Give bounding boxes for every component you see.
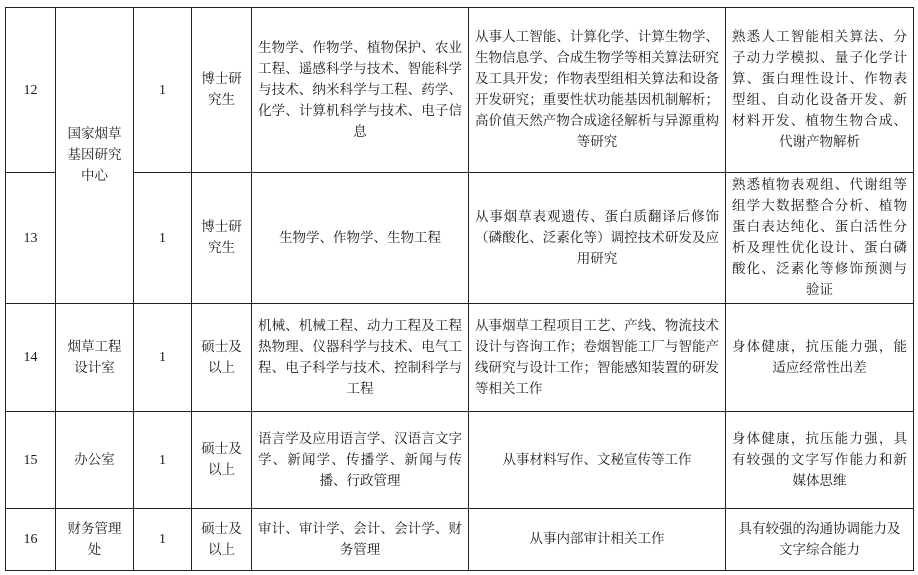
requirements-cell: 身体健康，抗压能力强，能适应经常性出差 [726,304,914,412]
requirements-cell: 身体健康，抗压能力强，具有较强的文字写作能力和新媒体思维 [726,412,914,509]
degree-cell: 博士研究生 [192,8,252,173]
row-number: 12 [6,8,56,173]
row-number: 16 [6,509,56,571]
headcount-cell: 1 [134,173,192,304]
department-cell: 办公室 [56,412,134,509]
majors-cell: 语言学及应用语言学、汉语言文字学、新闻学、传播学、新闻与传播、行政管理 [252,412,469,509]
row-number: 15 [6,412,56,509]
department-cell: 财务管理处 [56,509,134,571]
table-row [6,412,914,509]
degree-cell: 硕士及以上 [192,509,252,571]
majors-cell: 机械、机械工程、动力工程及工程热物理、仪器科学与技术、电气工程、电子科学与技术、控制科学与工程 [252,304,469,412]
duties-cell: 从事烟草工程项目工艺、产线、物流技术设计与咨询工作；卷烟智能工厂与智能产线研究与设计工作；智能感知装置的研发等相关工作 [469,304,726,412]
table-row [6,173,914,304]
duties-cell: 从事材料写作、文秘宣传等工作 [469,412,726,509]
headcount-cell: 1 [134,304,192,412]
recruitment-table [5,7,914,571]
majors-cell: 审计、审计学、会计、会计学、财务管理 [252,509,469,571]
department-cell: 国家烟草基因研究中心 [56,8,134,304]
row-number: 13 [6,173,56,304]
row-number: 14 [6,304,56,412]
majors-cell: 生物学、作物学、植物保护、农业工程、遥感科学与技术、智能科学与技术、纳米科学与工程、药学、化学、计算机科学与技术、电子信息 [252,8,469,173]
table-row [6,509,914,571]
duties-cell: 从事内部审计相关工作 [469,509,726,571]
duties-cell: 从事人工智能、计算化学、计算生物学、生物信息学、合成生物学等相关算法研究及工具开发；作物表型组相关算法和设备开发研究；重要性状功能基因机制解析；高价值天然产物合成途径解析与异源重构等研究 [469,8,726,173]
duties-cell: 从事烟草表观遗传、蛋白质翻译后修饰（磷酸化、泛素化等）调控技术研发及应用研究 [469,173,726,304]
requirements-cell: 熟悉人工智能相关算法、分子动力学模拟、量子化学计算、蛋白理性设计、作物表型组、自动化设备开发、新材料开发、植物生物合成、代谢产物解析 [726,8,914,173]
requirements-cell: 具有较强的沟通协调能力及文字综合能力 [726,509,914,571]
degree-cell: 博士研究生 [192,173,252,304]
degree-cell: 硕士及以上 [192,304,252,412]
table-row [6,304,914,412]
degree-cell: 硕士及以上 [192,412,252,509]
table-row [6,8,914,173]
department-cell: 烟草工程设计室 [56,304,134,412]
headcount-cell: 1 [134,412,192,509]
headcount-cell: 1 [134,509,192,571]
requirements-cell: 熟悉植物表观组、代谢组等组学大数据整合分析、植物蛋白表达纯化、蛋白活性分析及理性优化设计、蛋白磷酸化、泛素化等修饰预测与验证 [726,173,914,304]
majors-cell: 生物学、作物学、生物工程 [252,173,469,304]
headcount-cell: 1 [134,8,192,173]
